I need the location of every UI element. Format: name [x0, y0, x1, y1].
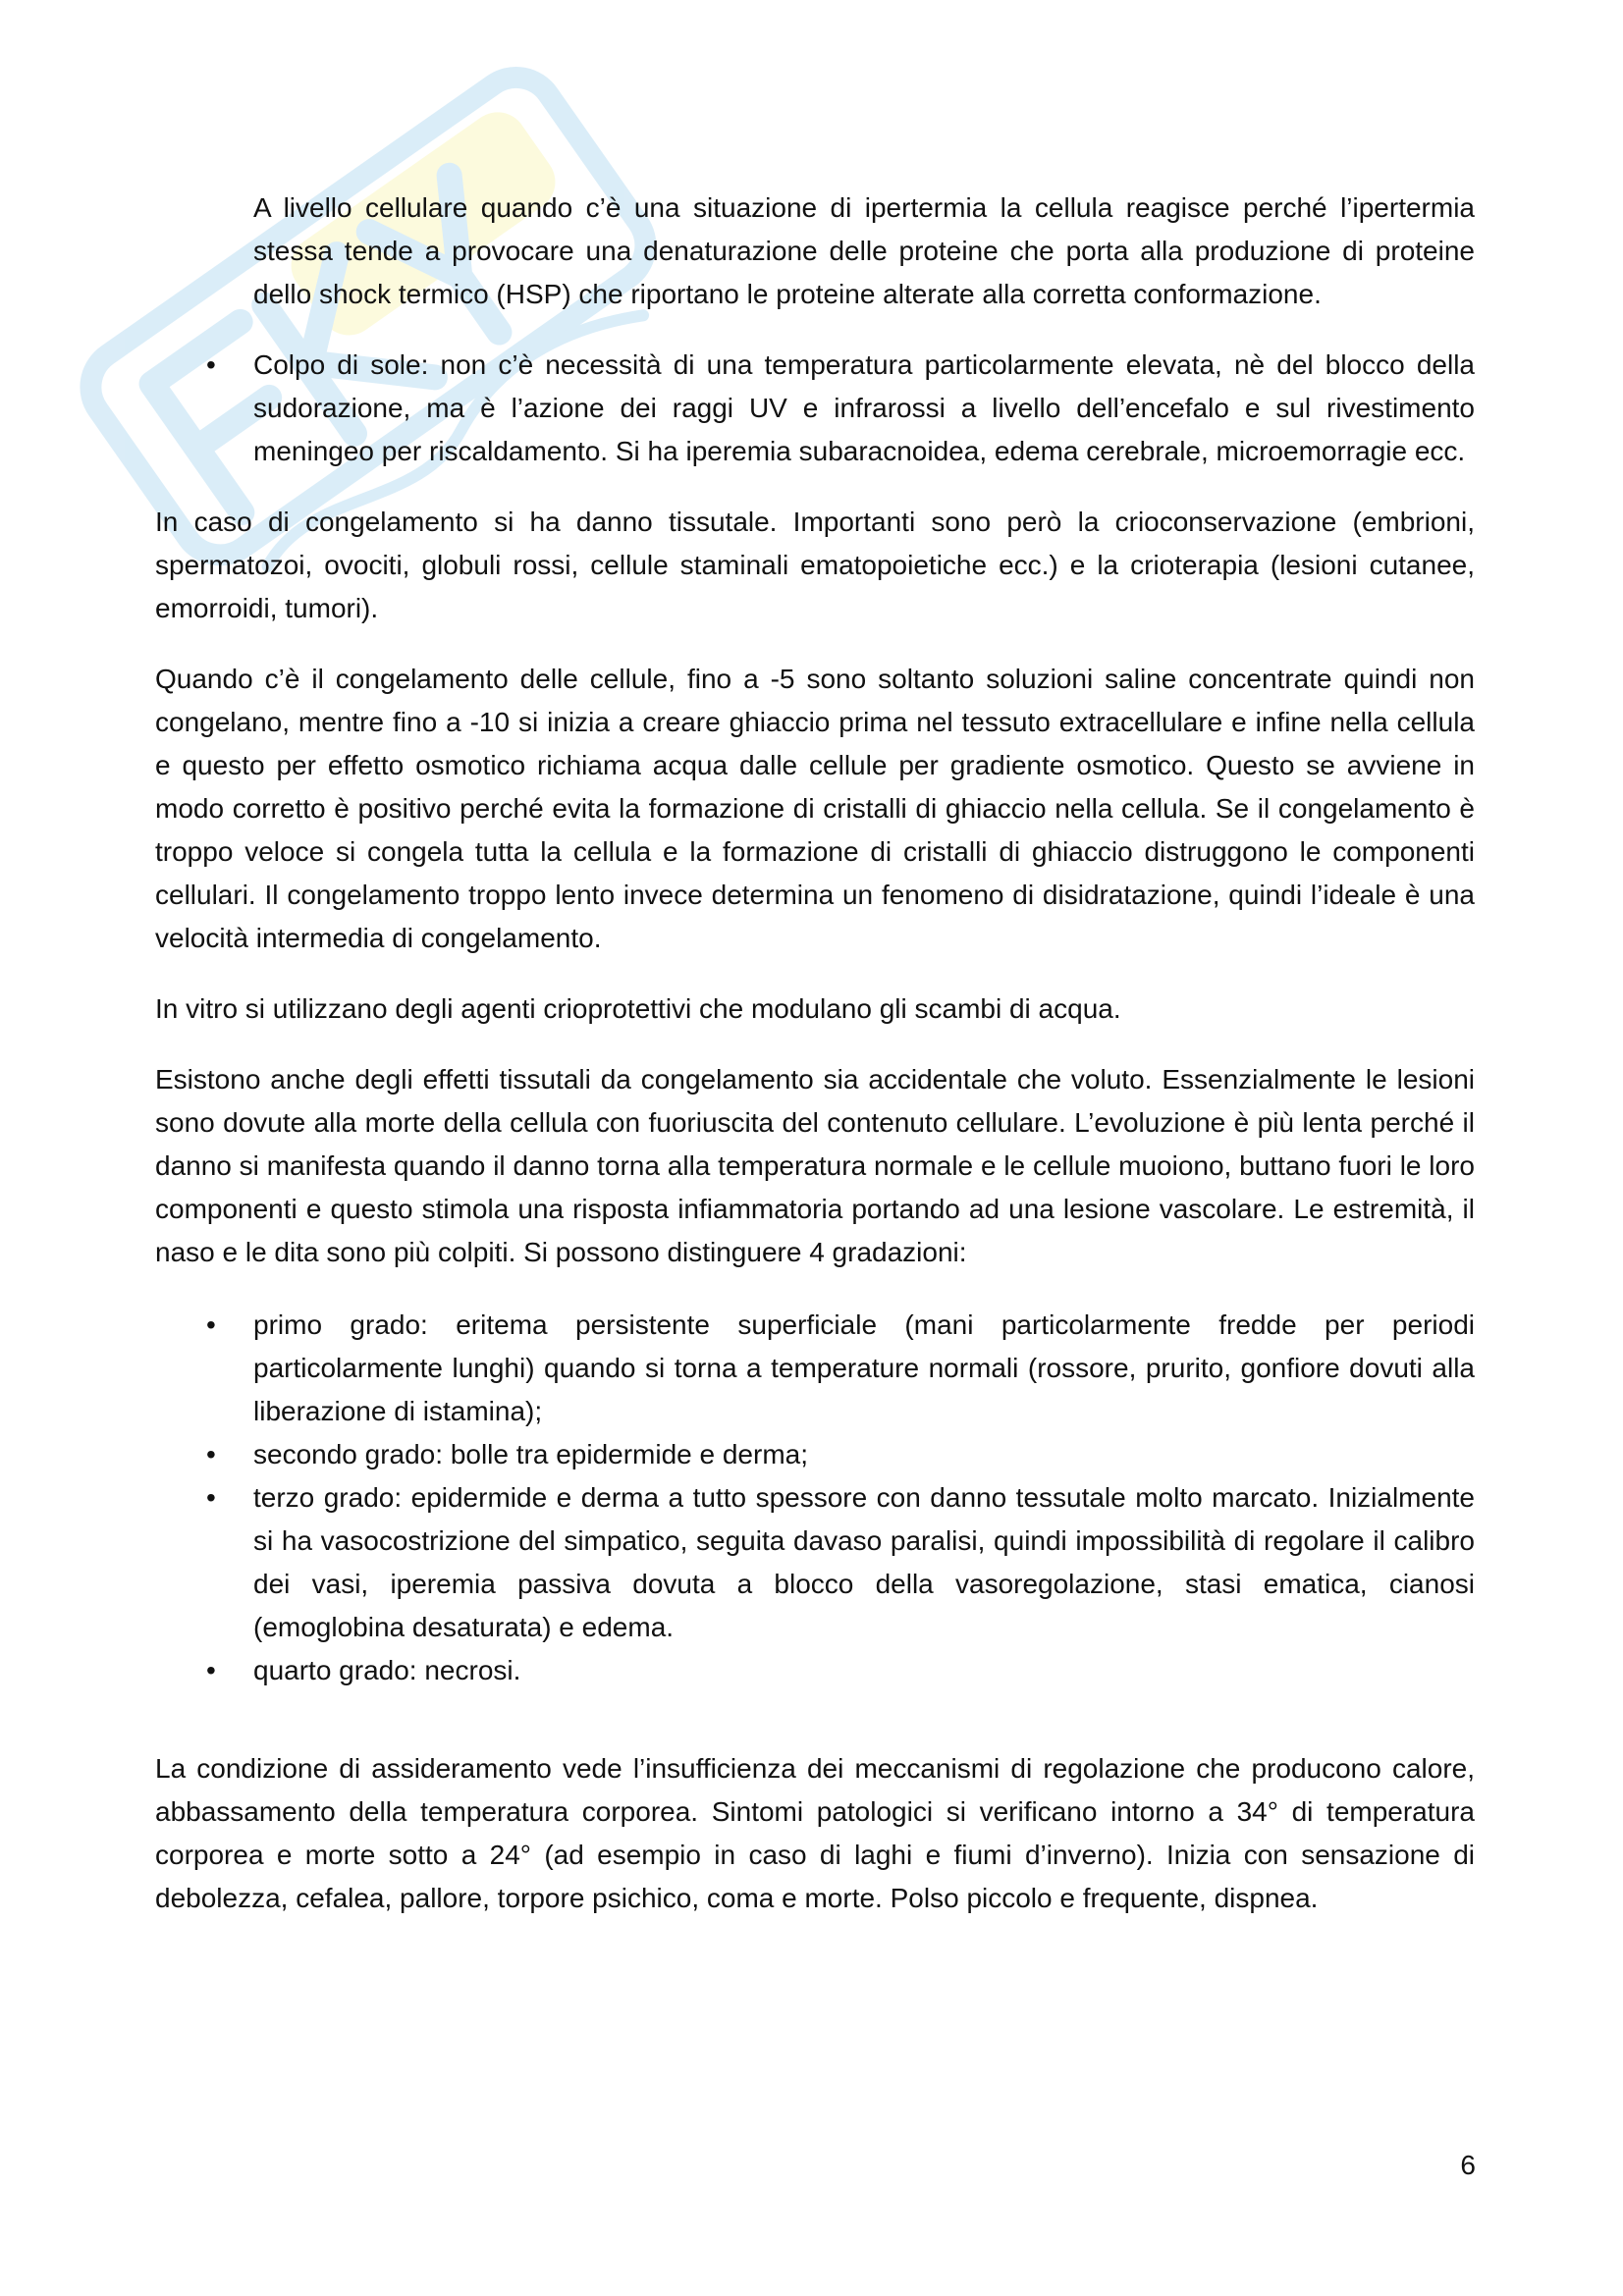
list-item: [155, 1476, 1475, 1649]
list-item-text: quarto grado: necrosi.: [253, 1655, 521, 1685]
list-item-text: Colpo di sole: non c’è necessità di una temperatura particolarmente elevata, nè del blocco della sudorazione, ma è l’azione dei raggi UV e infrarossi a livello dell’encefalo e sul rivestimento meningeo per riscaldamento. Si ha iperemia subaracnoidea, edema cerebrale, microemorragie ecc.: [253, 349, 1475, 466]
paragraph-cryoprotective: In vitro si utilizzano degli agenti crioprotettivi che modulano gli scambi di acqua.: [155, 993, 1121, 1024]
bullet-list-grades: [155, 1304, 1475, 1692]
list-item: [155, 1649, 1475, 1692]
bullet-list-sunstroke: [155, 344, 1475, 473]
bullet-icon: •: [206, 349, 216, 380]
paragraph-cell-freezing: Quando c’è il congelamento delle cellule, fino a -5 sono soltanto soluzioni saline concentrate quindi non congelano, mentre fino a -10 si inizia a creare ghiaccio prima nel tessuto extracellulare e infine nella cellula e questo per effetto osmotico richiama acqua dalle cellule per gradiente osmotico. Questo se avviene in modo corretto è positivo perché evita la formazione di cristalli di ghiaccio nella cellula. Se il congelamento è troppo veloce si congela tutta la cellula e la formazione di cristalli di ghiaccio distruggono le componenti cellulari. Il congelamento troppo lento invece determina un fenomeno di disidratazione, quindi l’ideale è una velocità intermedia di congelamento.: [155, 664, 1475, 953]
list-item: [155, 1433, 1475, 1476]
list-item-text: terzo grado: epidermide e derma a tutto spessore con danno tessutale molto marcato. Inizialmente si ha vasocostrizione del simpatico, seguita davaso paralisi, quindi impossibilità di regolare il calibro dei vasi, iperemia passiva dovuta a blocco della vasoregolazione, stasi ematica, cianosi (emoglobina desaturata) e edema.: [253, 1482, 1475, 1642]
bullet-icon: •: [206, 1309, 216, 1340]
list-item-text: primo grado: eritema persistente superficiale (mani particolarmente fredde per periodi particolarmente lunghi) quando si torna a temperature normali (rossore, prurito, gonfiore dovuti alla liberazione di istamina);: [253, 1309, 1475, 1426]
page-number: 6: [1460, 2150, 1476, 2180]
list-item: [155, 1304, 1475, 1433]
closing-paragraph: La condizione di assideramento vede l’insufficienza dei meccanismi di regolazione che producono calore, abbassamento della temperatura corporea. Sintomi patologici si verificano intorno a 34° di temperatura corporea e morte sotto a 24° (ad esempio in caso di laghi e fiumi d’inverno). Inizia con sensazione di debolezza, cefalea, pallore, torpore psichico, coma e morte. Polso piccolo e frequente, dispnea.: [155, 1753, 1475, 1913]
paragraph-tissue-effects: Esistono anche degli effetti tissutali da congelamento sia accidentale che voluto. Essenzialmente le lesioni sono dovute alla morte della cellula con fuoriuscita del contenuto cellulare. L’evoluzione è più lenta perché il danno si manifesta quando il danno torna alla temperatura normale e le cellule muoiono, buttano fuori le loro componenti e questo stimola una risposta infiammatoria portando ad una lesione vascolare. Le estremità, il naso e le dita sono più colpiti. Si possono distinguere 4 gradazioni:: [155, 1064, 1475, 1267]
list-item-text: secondo grado: bolle tra epidermide e derma;: [253, 1439, 809, 1469]
bullet-icon: •: [206, 1655, 216, 1685]
bullet-icon: •: [206, 1439, 216, 1469]
document-body: [155, 187, 1475, 1948]
list-item: [155, 344, 1475, 473]
bullet-icon: •: [206, 1482, 216, 1513]
paragraph-freezing-intro: In caso di congelamento si ha danno tissutale. Importanti sono però la crioconservazione (embrioni, spermatozoi, ovociti, globuli rossi, cellule staminali ematopoietiche ecc.) e la crioterapia (lesioni cutanee, emorroidi, tumori).: [155, 507, 1475, 623]
intro-paragraph: A livello cellulare quando c’è una situazione di ipertermia la cellula reagisce perché l’ipertermia stessa tende a provocare una denaturazione delle proteine che porta alla produzione di proteine dello shock termico (HSP) che riportano le proteine alterate alla corretta conformazione.: [253, 192, 1475, 309]
